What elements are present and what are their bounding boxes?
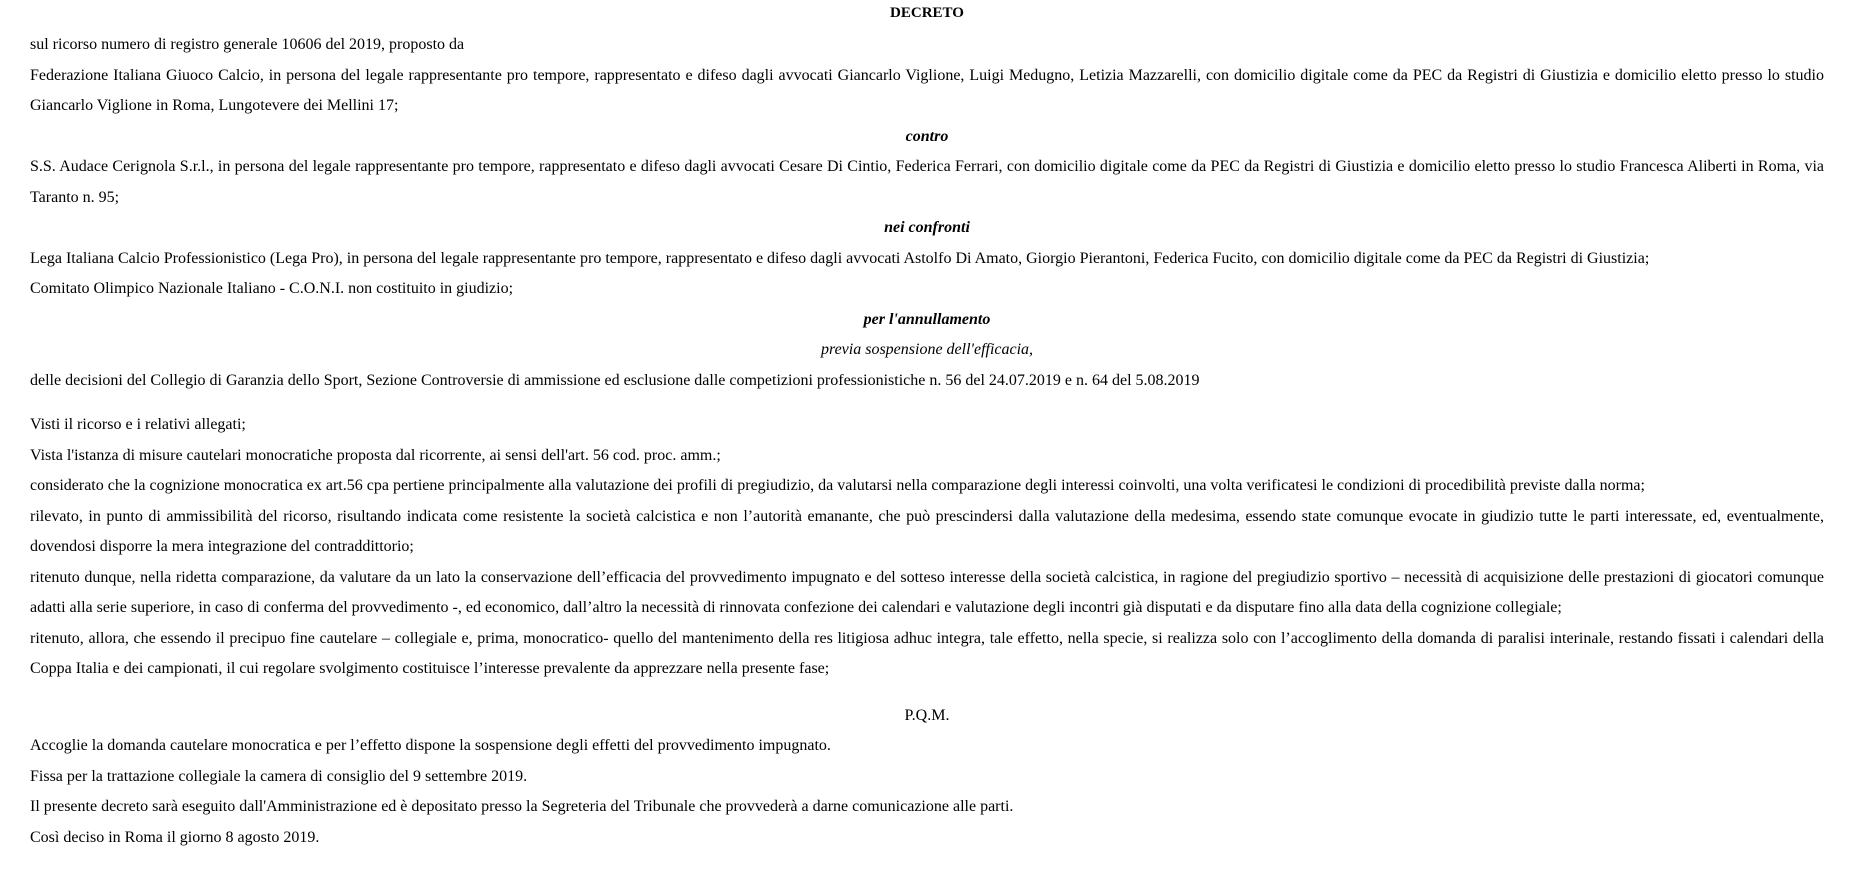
dispositivo-paragraph: Accoglie la domanda cautelare monocratica e per l’effetto dispone la sospensione degli effetti del provvedimento impugnato. — [30, 737, 831, 754]
pqm-heading: P.Q.M. — [904, 706, 950, 724]
controinteressato-paragraph: Lega Italiana Calcio Professionistico (Lega Pro), in persona del legale rappresentante pro tempore, rappresentato e difeso dagli avvocati Astolfo Di Amato, Giorgio Pierantoni, Federica Fucito, con domicilio digitale come da PEC da Registri di Giustizia; — [30, 249, 1650, 267]
considerazione-paragraph: ritenuto dunque, nella ridetta comparazione, da valutare da un lato la conservazione dell’efficacia del provvedimento impugnato e del sotteso interesse della società calcistica, in ragione del pregiudizio sportivo – necessità di acquisizione delle prestazioni di giocatori comunque adatti alla serie superiore, in caso di conferma del provvedimento -, ed economico, dall’altro la necessità di rinnovata confezione dei calendari e valutazione degli incontri già disputati e da disputare fino alla data della cognizione collegiale; — [30, 568, 1824, 616]
dispositivo-paragraph: Il presente decreto sarà eseguito dall'Amministrazione ed è depositato presso la Segreteria del Tribunale che provvederà a darne comunicazione alle parti. — [30, 798, 1014, 815]
document-title: DECRETO — [890, 5, 964, 21]
section-spacer — [30, 685, 1824, 701]
contro-heading: contro — [905, 127, 949, 145]
dispositivo-paragraph: Fissa per la trattazione collegiale la camera di consiglio del 9 settembre 2019. — [30, 767, 528, 785]
considerazione-paragraph: ritenuto, allora, che essendo il precipuo fine cautelare – collegiale e, prima, monocratico- quello del mantenimento della res litigiosa adhuc integra, tale effetto, nella specie, si realizza solo con l’accoglimento della domanda di paralisi interinale, restando fissati i calendari della Coppa Italia e dei campionati, il cui regolare svolgimento costituisce l’interesse prevalente da apprezzare nella presente fase; — [30, 629, 1824, 677]
considerazione-paragraph: Vista l'istanza di misure cautelari monocratiche proposta dal ricorrente, ai sensi dell'art. 56 cod. proc. amm.; — [30, 446, 721, 464]
confronti-heading: nei confronti — [884, 219, 970, 236]
ricorso-intro: sul ricorso numero di registro generale 10606 del 2019, proposto da — [30, 36, 465, 53]
annullamento-heading: per l'annullamento — [863, 310, 991, 328]
considerazione-paragraph: rilevato, in punto di ammissibilità del ricorso, risultando indicata come resistente la società calcistica e non l’autorità emanante, che può prescindersi dalla valutazione della medesima, essendo state comunque evocate in giudizio tutte le parti interessate, ed, eventualmente, dovendosi disporre la mera integrazione del contraddittorio; — [30, 507, 1824, 555]
considerazione-paragraph: Visti il ricorso e i relativi allegati; — [30, 416, 246, 433]
oggetto-paragraph: delle decisioni del Collegio di Garanzia dello Sport, Sezione Controversie di ammissione ed esclusione dalle competizioni professionistiche n. 56 del 24.07.2019 e n. 64 del 5.08.2019 — [30, 371, 1200, 389]
resistente-paragraph: S.S. Audace Cerignola S.r.l., in persona del legale rappresentante pro tempore, rappresentato e difeso dagli avvocati Cesare Di Cintio, Federica Ferrari, con domicilio digitale come da PEC da Registri di Giustizia e domicilio eletto presso lo studio Francesca Aliberti in Roma, via Taranto n. 95; — [30, 158, 1824, 206]
ricorrente-paragraph: Federazione Italiana Giuoco Calcio, in persona del legale rappresentante pro tempore, rappresentato e difeso dagli avvocati Giancarlo Viglione, Luigi Medugno, Letizia Mazzarelli, con domicilio digitale come da PEC da Registri di Giustizia e domicilio eletto presso lo studio Giancarlo Viglione in Roma, Lungotevere dei Mellini 17; — [30, 66, 1824, 114]
considerazione-paragraph: considerato che la cognizione monocratica ex art.56 cpa pertiene principalmente alla valutazione dei profili di pregiudizio, da valutarsi nella comparazione degli interessi coinvolti, una volta verificatesi le condizioni di procedibilità previste dalla norma; — [30, 477, 1645, 494]
section-spacer — [30, 396, 1824, 410]
sospensione-heading: previa sospensione dell'efficacia, — [820, 341, 1034, 358]
dispositivo-paragraph: Così deciso in Roma il giorno 8 agosto 2019. — [30, 828, 320, 846]
controinteressato-paragraph: Comitato Olimpico Nazionale Italiano - C.O.N.I. non costituito in giudizio; — [30, 280, 514, 297]
